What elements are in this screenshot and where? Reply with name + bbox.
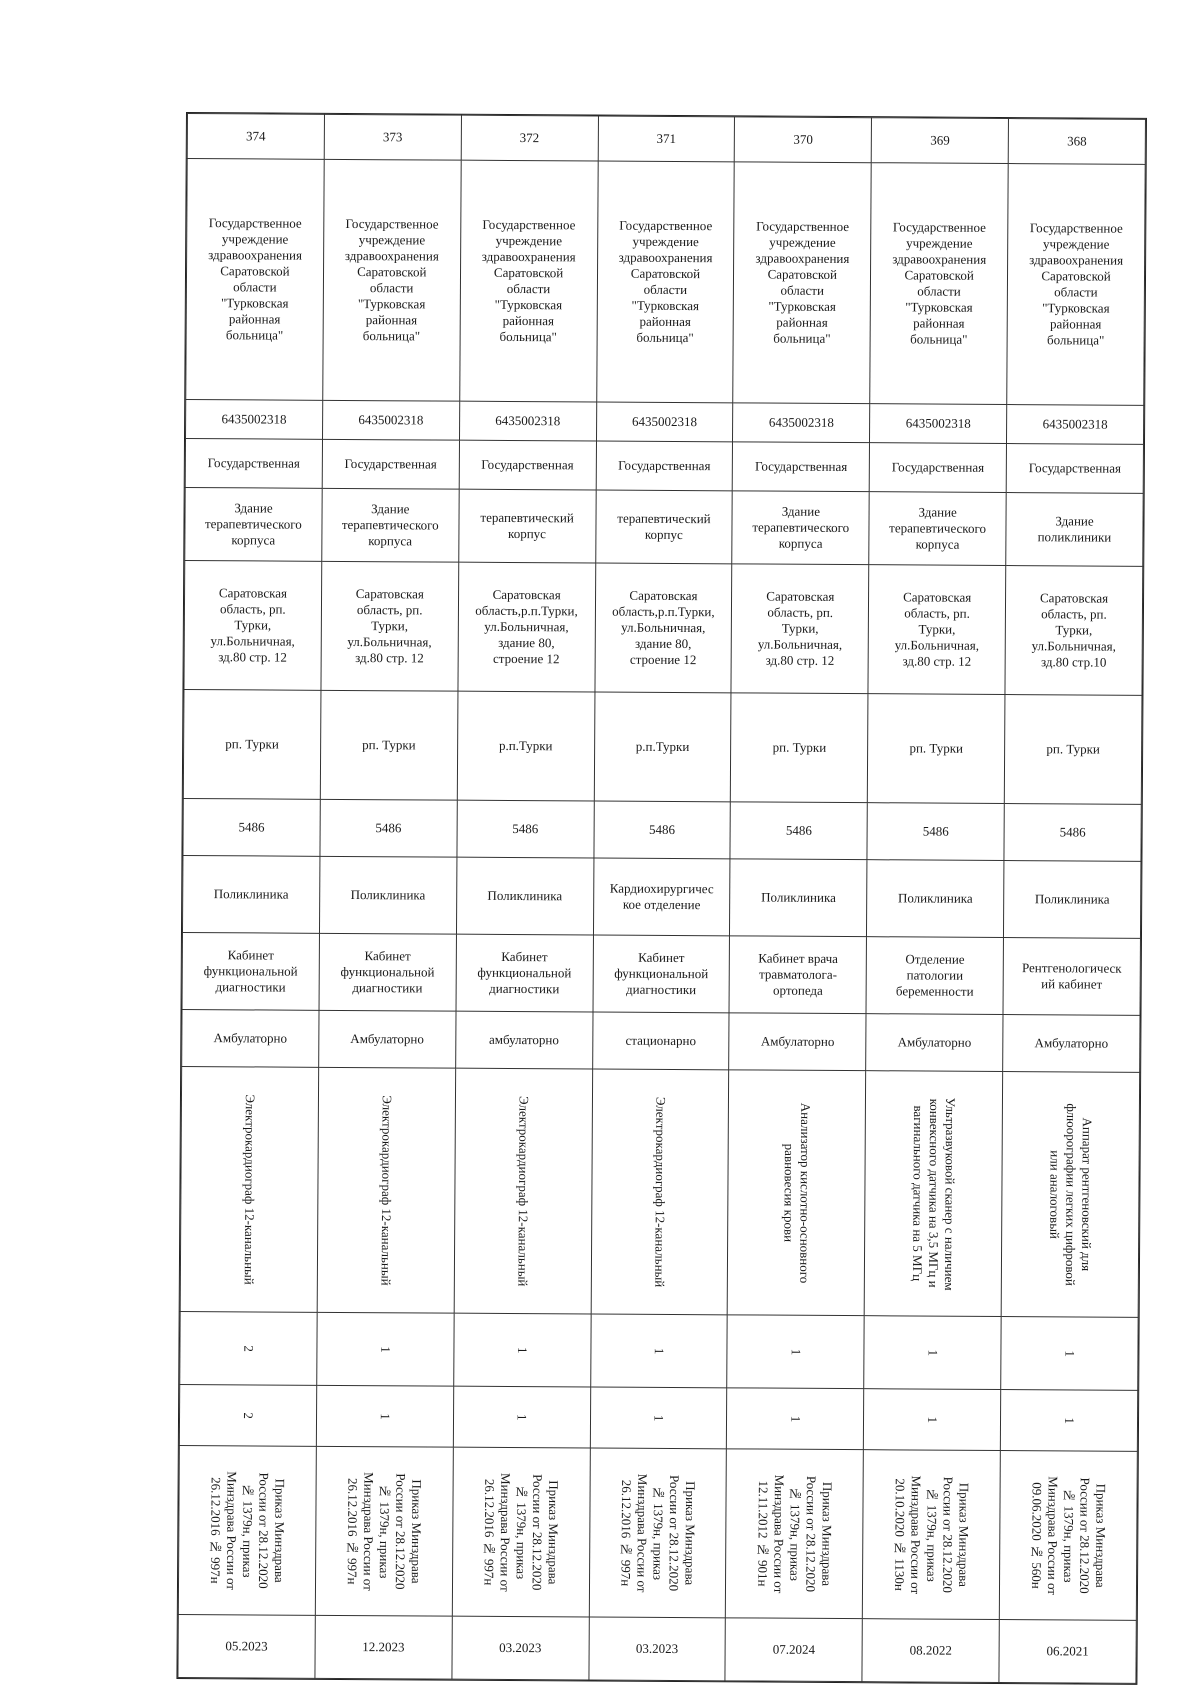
address-cell <box>321 561 459 691</box>
ownership-form-cell <box>596 441 733 491</box>
legal-basis-cell <box>452 1447 590 1617</box>
department-cell <box>182 855 319 933</box>
quantity-planned-text: 1 <box>788 1415 804 1423</box>
date-text: 12.2023 <box>362 1639 405 1655</box>
quantity-required-cell <box>727 1315 864 1389</box>
quantity-required-cell <box>180 1311 317 1385</box>
ownership-form-cell <box>459 440 596 490</box>
quantity-required-cell <box>864 1316 1001 1390</box>
quantity-planned-text: 1 <box>1062 1417 1078 1424</box>
care-mode-cell <box>592 1012 729 1070</box>
mode-row <box>182 1009 1140 1072</box>
okato-row <box>183 798 1141 861</box>
locality-cell <box>457 691 595 801</box>
cabinet-cell <box>319 933 456 1011</box>
organization-name-text: Государственное учреждение здравоохранения Саратовской области "Турковская районная больница" <box>1029 220 1124 348</box>
ownership-form-text: Государственная <box>754 458 848 475</box>
code-cell <box>1004 804 1141 862</box>
care-mode-text: Амбулаторно <box>350 1031 424 1047</box>
record-number-text: 369 <box>930 132 950 148</box>
equipment-text: Ультразвуковой сканер с наличием конвексного датчика на 3,5 МГц и вагинального датчика на 5 МГц <box>910 1097 959 1291</box>
date-text: 05.2023 <box>225 1638 268 1654</box>
locality-text: рп. Турки <box>909 740 964 756</box>
care-mode-text: Амбулаторно <box>1034 1035 1109 1051</box>
care-mode-text: Амбулаторно <box>897 1034 972 1050</box>
locality-row <box>183 689 1142 804</box>
date-cell <box>862 1619 999 1683</box>
cabinet-cell <box>182 932 319 1010</box>
quantity-planned-cell <box>864 1389 1001 1451</box>
building-text: Здание терапевтического корпуса <box>889 504 987 552</box>
equipment-cell <box>317 1067 455 1313</box>
cabinet-text: Отделение патологии беременности <box>895 951 974 999</box>
quantity-required-cell <box>317 1312 454 1386</box>
care-mode-text: Амбулаторно <box>213 1030 288 1046</box>
care-mode-cell <box>319 1010 456 1068</box>
department-text: Поликлиника <box>897 890 973 906</box>
legal-basis-text: Приказ Минздрава России от 28.12.2020 № 1379н, приказ Минздрава России от 20.10.2020 № 1130н <box>892 1475 972 1594</box>
legal-basis-text: Приказ Минздрава России от 28.12.2020 № 1379н, приказ Минздрава России от 26.12.2016 № 997н <box>344 1471 425 1591</box>
building-row <box>185 488 1143 567</box>
department-text: Поликлиника <box>1034 891 1110 907</box>
quantity-required-cell <box>1001 1317 1138 1391</box>
locality-text: рп. Турки <box>772 739 827 755</box>
organization-name-cell <box>870 163 1008 405</box>
code-text: 5486 <box>785 822 812 838</box>
organization-name-text: Государственное учреждение здравоохранения Саратовской области "Турковская районная больница" <box>344 215 439 344</box>
locality-text: рп. Турки <box>225 736 279 752</box>
organization-name-text: Государственное учреждение здравоохранения Саратовской области "Турковская районная больница" <box>481 216 576 345</box>
legal-basis-text: Приказ Минздрава России от 28.12.2020 № 1379н, приказ Минздрава России от 26.12.2016 № 997н <box>618 1473 699 1593</box>
building-text: Здание терапевтического корпуса <box>341 501 439 549</box>
legal-basis-cell <box>178 1445 316 1615</box>
cabinet-cell <box>866 937 1003 1015</box>
inn-text: 6435002318 <box>1042 416 1108 432</box>
building-cell <box>322 488 459 562</box>
equipment-text: Электрокардиограф 12-канальный <box>378 1095 395 1286</box>
ownership-form-text: Государственная <box>344 455 437 472</box>
building-cell <box>1006 493 1143 567</box>
organization-name-text: Государственное учреждение здравоохранения Саратовской области "Турковская районная больница" <box>755 218 850 346</box>
equipment-text: Электрокардиограф 12-канальный <box>515 1095 532 1287</box>
record-number-cell <box>598 116 735 162</box>
care-mode-cell <box>729 1013 866 1071</box>
department-row <box>182 855 1140 938</box>
code-text: 5486 <box>375 820 402 836</box>
inn-text: 6435002318 <box>495 412 561 429</box>
code-text: 5486 <box>512 821 539 837</box>
organization-name-cell <box>1007 164 1145 406</box>
quantity-planned-text: 1 <box>925 1416 941 1423</box>
building-text: терапевтический корпус <box>480 509 574 542</box>
building-cell <box>458 489 595 563</box>
quantity-required-text: 1 <box>651 1347 667 1355</box>
equipment-row <box>180 1066 1139 1317</box>
ownership-form-cell <box>869 443 1006 493</box>
legal-basis-text: Приказ Минздрава России от 28.12.2020 № 1379н, приказ Минздрава России от 26.12.2016 № 997н <box>207 1470 288 1590</box>
care-mode-text: Амбулаторно <box>760 1033 835 1049</box>
ownership-form-cell <box>322 439 459 489</box>
organization-name-cell <box>186 159 324 401</box>
organization-name-cell <box>596 161 734 403</box>
legal-basis-cell <box>726 1449 864 1619</box>
date-text: 06.2021 <box>1046 1643 1089 1659</box>
qty1-row <box>180 1311 1138 1390</box>
organization-name-text: Государственное учреждение здравоохранения Саратовской области "Турковская районная больница" <box>208 215 303 343</box>
cabinet-row <box>182 932 1140 1015</box>
cabinet-text: Рентгенологическ ий кабинет <box>1021 960 1122 992</box>
quantity-planned-cell <box>727 1388 864 1450</box>
address-text: Саратовская область, рп. Турки, ул.Больничная, зд.80 стр. 12 <box>347 586 432 666</box>
code-cell <box>730 802 867 860</box>
department-text: Поликлиника <box>761 889 836 905</box>
address-cell <box>594 563 732 693</box>
organization-name-cell <box>323 159 461 401</box>
equipment-cell <box>180 1066 318 1312</box>
record-number-cell <box>871 118 1008 164</box>
building-text: Здание поликлиники <box>1037 513 1112 545</box>
quantity-required-text: 1 <box>378 1345 394 1353</box>
record-number-text: 368 <box>1067 133 1087 149</box>
department-cell <box>730 859 867 937</box>
quantity-required-text: 1 <box>925 1349 941 1356</box>
ownership-form-text: Государственная <box>481 456 574 473</box>
department-text: Поликлиника <box>350 887 426 903</box>
legal-basis-text: Приказ Минздрава России от 28.12.2020 № 1379н, приказ Минздрава России от 26.12.2016 № 997н <box>481 1472 562 1592</box>
locality-cell <box>183 689 321 799</box>
care-mode-text: амбулаторно <box>488 1031 559 1048</box>
address-cell <box>868 565 1006 695</box>
organization-name-text: Государственное учреждение здравоохранения Саратовской области "Турковская районная больница" <box>618 217 713 346</box>
ownership-form-text: Государственная <box>891 459 985 475</box>
locality-text: р.п.Турки <box>635 738 690 755</box>
address-cell <box>731 564 869 694</box>
inn-cell <box>459 401 596 441</box>
equipment-text: Анализатор кислотно-основного равновесия крови <box>781 1102 814 1284</box>
basis-row <box>178 1445 1137 1620</box>
organization-name-cell <box>733 162 871 404</box>
quantity-planned-cell <box>1000 1390 1137 1452</box>
date-text: 07.2024 <box>772 1641 816 1657</box>
quantity-planned-text: 1 <box>651 1414 667 1422</box>
legal-basis-cell <box>863 1450 1001 1620</box>
record-number-text: 370 <box>793 131 813 147</box>
code-cell <box>320 799 457 857</box>
address-text: Саратовская область, рп. Турки, ул.Больничная, зд.80 стр.10 <box>1031 590 1116 670</box>
date-cell <box>178 1614 315 1678</box>
legal-basis-text: Приказ Минздрава России от 28.12.2020 № 1379н, приказ Минздрава России от 09.06.2020 № 560н <box>1029 1475 1109 1595</box>
inn-cell <box>733 403 870 443</box>
ownership-form-cell <box>733 442 870 492</box>
cabinet-text: Кабинет функциональной диагностики <box>477 948 572 997</box>
cabinet-cell <box>456 934 593 1012</box>
inn-row <box>186 400 1144 445</box>
address-cell <box>458 562 596 692</box>
date-text: 03.2023 <box>635 1640 679 1657</box>
building-text: Здание терапевтического корпуса <box>752 503 850 551</box>
locality-cell <box>320 690 458 800</box>
legal-basis-cell <box>589 1448 727 1618</box>
form-row <box>185 439 1143 494</box>
ownership-form-cell <box>185 439 322 489</box>
ownership-form-text: Государственная <box>1028 460 1122 476</box>
department-cell <box>319 856 456 934</box>
date-text: 03.2023 <box>499 1639 542 1656</box>
qty2-row <box>179 1384 1137 1451</box>
cabinet-cell <box>1003 938 1140 1016</box>
department-cell <box>867 860 1004 938</box>
num-row <box>187 114 1145 165</box>
inn-text: 6435002318 <box>632 413 698 430</box>
quantity-planned-text: 1 <box>377 1412 393 1420</box>
legal-basis-cell <box>999 1450 1137 1620</box>
code-text: 5486 <box>649 821 676 838</box>
cabinet-text: Кабинет функциональной диагностики <box>340 948 435 996</box>
address-cell <box>184 561 322 691</box>
record-number-cell <box>1008 119 1145 165</box>
department-cell <box>593 858 730 936</box>
care-mode-cell <box>1003 1015 1140 1073</box>
code-text: 5486 <box>922 823 949 839</box>
legal-basis-cell <box>315 1446 453 1616</box>
inn-cell <box>870 404 1007 444</box>
legal-basis-text: Приказ Минздрава России от 28.12.2020 № 1379н, приказ Минздрава России от 12.11.2012 № 901н <box>755 1474 835 1594</box>
quantity-planned-cell <box>316 1385 453 1447</box>
record-number-cell <box>187 114 324 160</box>
address-cell <box>1005 566 1143 696</box>
address-text: Саратовская область,р.п.Турки, ул.Больничная, здание 80, строение 12 <box>475 586 578 667</box>
quantity-required-text: 2 <box>241 1345 257 1352</box>
quantity-required-cell <box>590 1314 727 1388</box>
date-cell <box>588 1617 725 1681</box>
locality-text: рп. Турки <box>362 737 416 753</box>
address-text: Саратовская область,р.п.Турки, ул.Больничная, здание 80, строение 12 <box>612 587 715 668</box>
care-mode-cell <box>182 1009 319 1067</box>
record-number-cell <box>461 115 598 161</box>
care-mode-text: стационарно <box>625 1032 697 1049</box>
date-row <box>178 1614 1136 1683</box>
building-cell <box>595 490 732 564</box>
name-row <box>186 159 1145 406</box>
locality-cell <box>1004 695 1142 805</box>
inn-text: 6435002318 <box>905 415 971 431</box>
record-number-cell <box>735 117 872 163</box>
cabinet-cell <box>729 936 866 1014</box>
date-text: 08.2022 <box>909 1642 952 1658</box>
department-cell <box>456 857 593 935</box>
address-text: Саратовская область, рп. Турки, ул.Больничная, зд.80 стр. 12 <box>757 588 843 668</box>
locality-text: р.п.Турки <box>498 737 553 754</box>
date-cell <box>315 1615 452 1679</box>
organization-name-cell <box>459 160 597 402</box>
date-cell <box>725 1618 862 1682</box>
building-cell <box>185 488 322 562</box>
record-number-cell <box>324 114 461 160</box>
equipment-cell <box>591 1069 729 1315</box>
quantity-required-text: 1 <box>515 1346 531 1354</box>
inn-text: 6435002318 <box>768 414 834 430</box>
inn-cell <box>1007 405 1144 445</box>
quantity-planned-text: 2 <box>240 1412 256 1419</box>
equipment-table-sheet <box>176 112 1147 1685</box>
ownership-form-cell <box>1006 444 1143 494</box>
date-cell <box>999 1619 1136 1683</box>
cabinet-text: Кабинет врача травматолога- ортопеда <box>758 950 839 998</box>
record-number-text: 374 <box>245 128 266 144</box>
equipment-cell <box>1001 1072 1139 1318</box>
cabinet-cell <box>593 935 730 1013</box>
ownership-form-text: Государственная <box>207 455 300 471</box>
quantity-required-text: 1 <box>788 1348 804 1356</box>
equipment-text: Аппарат рентгеновский для флюорографии легких цифровой или аналоговый <box>1047 1103 1095 1286</box>
inn-cell <box>596 402 733 442</box>
quantity-planned-cell <box>179 1384 316 1446</box>
inn-cell <box>186 400 323 440</box>
quantity-planned-text: 1 <box>514 1413 530 1421</box>
record-number-text: 371 <box>656 130 677 146</box>
ownership-form-text: Государственная <box>618 457 711 474</box>
inn-cell <box>322 400 459 440</box>
code-text: 5486 <box>238 819 265 835</box>
record-number-text: 372 <box>519 130 540 146</box>
record-number-text: 373 <box>382 129 403 145</box>
cabinet-text: Кабинет функциональной диагностики <box>203 947 298 995</box>
cabinet-text: Кабинет функциональной диагностики <box>614 949 709 998</box>
inn-text: 6435002318 <box>358 412 424 428</box>
address-text: Саратовская область, рп. Турки, ул.Больничная, зд.80 стр. 12 <box>210 585 295 665</box>
date-cell <box>452 1616 589 1680</box>
building-cell <box>732 491 869 565</box>
organization-name-text: Государственное учреждение здравоохранения Саратовской области "Турковская районная больница" <box>892 219 987 347</box>
building-cell <box>869 492 1006 566</box>
quantity-required-cell <box>453 1313 590 1387</box>
address-row <box>184 561 1143 696</box>
quantity-planned-cell <box>590 1387 727 1449</box>
locality-text: рп. Турки <box>1046 741 1100 757</box>
equipment-text: Электрокардиограф 12-канальный <box>652 1096 669 1288</box>
equipment-cell <box>454 1068 592 1314</box>
equipment-cell <box>728 1070 866 1316</box>
address-text: Саратовская область, рп. Турки, ул.Больничная, зд.80 стр. 12 <box>894 589 980 669</box>
building-text: терапевтический корпус <box>617 510 711 543</box>
care-mode-cell <box>866 1014 1003 1072</box>
inn-text: 6435002318 <box>221 411 287 427</box>
building-text: Здание терапевтического корпуса <box>204 500 302 548</box>
locality-cell <box>731 693 869 803</box>
department-text: Поликлиника <box>213 886 289 902</box>
equipment-cell <box>864 1071 1002 1317</box>
department-text: Поликлиника <box>487 887 563 904</box>
equipment-text: Электрокардиограф 12-канальный <box>241 1094 258 1285</box>
code-text: 5486 <box>1059 824 1086 840</box>
code-cell <box>457 800 594 858</box>
code-cell <box>593 801 730 859</box>
locality-cell <box>594 692 732 802</box>
quantity-planned-cell <box>453 1386 590 1448</box>
quantity-required-text: 1 <box>1062 1350 1078 1357</box>
department-text: Кардиохирургичес кое отделение <box>609 880 714 913</box>
care-mode-cell <box>455 1011 592 1069</box>
department-cell <box>1004 861 1141 939</box>
code-cell <box>183 798 320 856</box>
locality-cell <box>868 694 1006 804</box>
equipment-table <box>177 113 1146 1684</box>
code-cell <box>867 803 1004 861</box>
